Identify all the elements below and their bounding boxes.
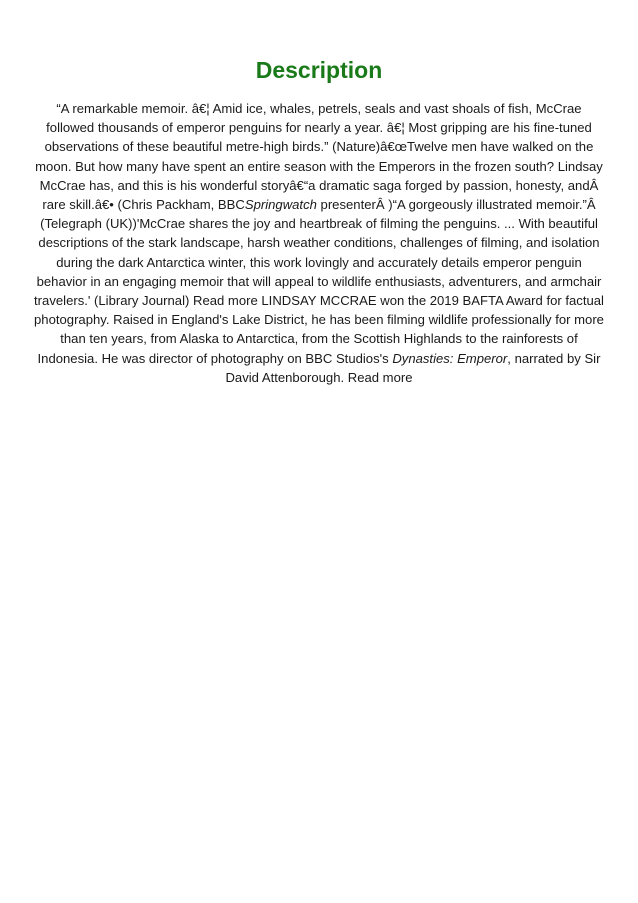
description-body bbox=[32, 99, 606, 387]
body-segment-1: “A remarkable memoir. â€¦ Amid ice, whales, petrels, seals and vast shoals of fish, McCrae followed thousands of emperor penguins for nearly a year. â€¦ Most gripping are his fine-tuned observations of these beautiful metre-high birds.” (Nature)â€œTwelve men have walked on the moon. But how many have spent an entire season with the Emperors in the frozen south? Lindsay McCrae has, and this is his wonderful storyâ€“a dramatic saga forged by passion, honesty, andÂ rare skill.â€• (Chris Packham, BBC bbox=[35, 101, 603, 213]
dynasties-emperor-title: Dynasties: Emperor bbox=[392, 350, 508, 366]
body-segment-3: , narrated by Sir David Attenborough. Read more bbox=[225, 350, 601, 385]
body-segment-2: presenterÂ )“A gorgeously illustrated memoir.”Â (Telegraph (UK))'McCrae shares the joy and heartbreak of filming the penguins. ... With beautiful descriptions of the stark landscape, harsh weather conditions, challenges of filming, and isolation during the dark Antarctica winter, this work lovingly and accurately details emperor penguin behavior in an engaging memoir that will appeal to wildlife enthusiasts, adventurers, and armchair travelers.' (Library Journal) Read more LINDSAY MCCRAE won the 2019 BAFTA Award for factual photography. Raised in England's Lake District, he has been filming wildlife professionally for more than ten years, from Alaska to Antarctica, from the Scottish Highlands to the rainforests of Indonesia. He was director of photography on BBC Studios's bbox=[34, 197, 604, 366]
description-heading: Description bbox=[255, 57, 383, 83]
springwatch-title: Springwatch bbox=[244, 197, 317, 213]
